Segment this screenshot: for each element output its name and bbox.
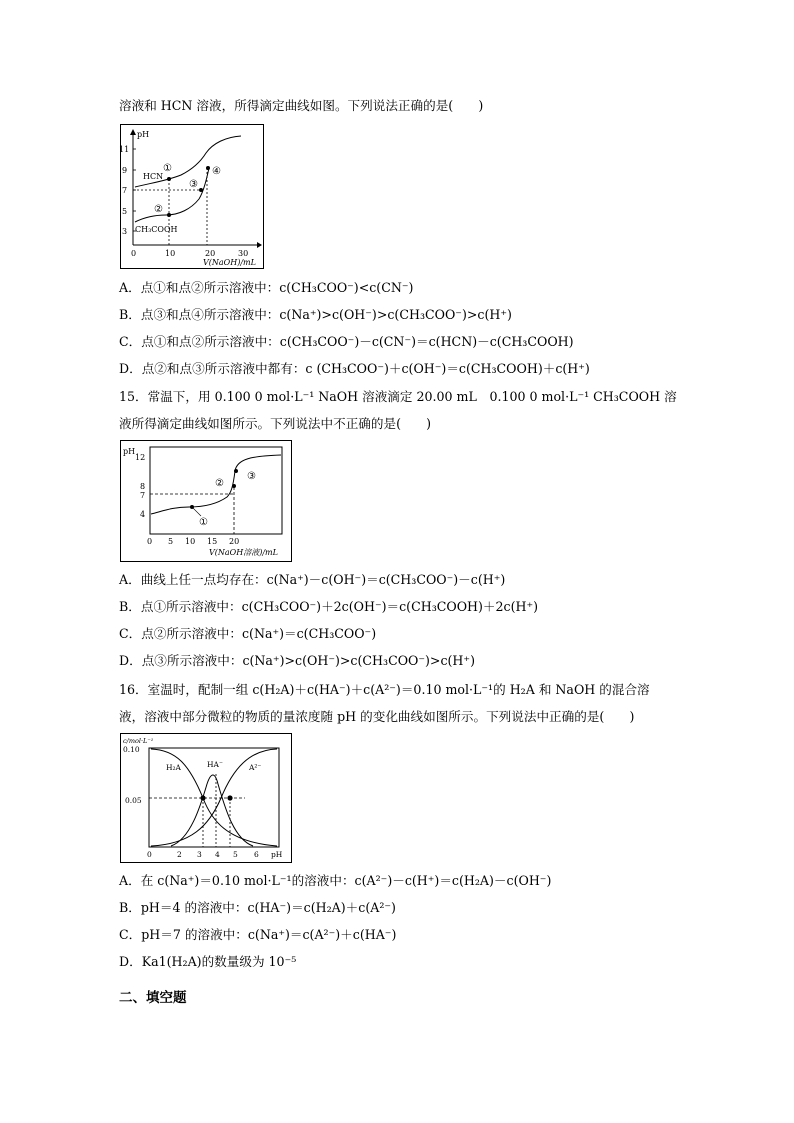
ha-curve bbox=[171, 775, 253, 846]
y-tick: 0.05 bbox=[125, 796, 142, 805]
y-tick: 7 bbox=[122, 186, 128, 195]
point-3 bbox=[234, 469, 238, 473]
point-label-1: ① bbox=[163, 163, 172, 174]
q15-option-b: B．点①所示溶液中：c(CH₃COO⁻)＋2c(OH⁻)＝c(CH₃COOH)＋2c(H⁺) bbox=[119, 599, 539, 614]
q14-figure bbox=[120, 124, 264, 269]
q14-option-c: C．点①和点②所示溶液中：c(CH₃COO⁻)－c(CN⁻)＝c(HCN)－c(CH₃COOH) bbox=[119, 334, 574, 349]
x-tick: 2 bbox=[177, 850, 182, 859]
q15-figure bbox=[120, 440, 292, 562]
q16-option-d: D．Ka1(H₂A)的数量级为 10⁻⁵ bbox=[119, 954, 297, 969]
q16-option-c: C．pH＝7 的溶液中：c(Na⁺)＝c(A²⁻)＋c(HA⁻) bbox=[119, 927, 397, 942]
x-tick: 5 bbox=[233, 850, 238, 859]
q16-distribution-chart bbox=[121, 734, 291, 862]
crossing-point-2 bbox=[227, 795, 232, 800]
x-tick: 10 bbox=[185, 537, 196, 546]
point-4 bbox=[206, 166, 210, 170]
q16-figure bbox=[120, 733, 292, 863]
y-tick: 12 bbox=[135, 453, 146, 462]
x-tick: 0 bbox=[147, 850, 152, 859]
section-heading: 二、填空题 bbox=[119, 990, 187, 1006]
y-tick: 3 bbox=[122, 227, 128, 236]
y-tick: 11 bbox=[119, 145, 130, 154]
q14-titration-chart bbox=[121, 125, 263, 268]
y-tick: 4 bbox=[140, 510, 146, 519]
y-axis-label: c/mol·L⁻¹ bbox=[123, 737, 154, 745]
q15-stem-line2: 液所得滴定曲线如图所示。下列说法中不正确的是( ) bbox=[119, 416, 432, 431]
x-tick: 3 bbox=[197, 850, 202, 859]
x-tick: 0 bbox=[147, 537, 153, 546]
q14-option-d: D．点②和点③所示溶液中都有：c (CH₃COO⁻)＋c(OH⁻)＝c(CH₃COOH)＋c(H⁺) bbox=[119, 361, 590, 376]
point-label-3: ③ bbox=[189, 179, 198, 190]
point-label-4: ④ bbox=[212, 166, 221, 177]
q16-stem-line2: 液，溶液中部分微粒的物质的量浓度随 pH 的变化曲线如图所示。下列说法中正确的是( ) bbox=[119, 709, 635, 724]
y-tick: 7 bbox=[140, 491, 146, 500]
x-tick: 15 bbox=[207, 537, 218, 546]
x-axis-label: V(NaOH)/mL bbox=[203, 258, 256, 267]
q15-option-a: A．曲线上任一点均存在：c(Na⁺)－c(OH⁻)＝c(CH₃COO⁻)－c(H⁺) bbox=[119, 572, 506, 587]
q16-stem-line1: 16．室温时，配制一组 c(H₂A)＋c(HA⁻)＋c(A²⁻)＝0.10 mol·L⁻¹的 H₂A 和 NaOH 的混合溶 bbox=[119, 682, 650, 697]
point-3 bbox=[199, 188, 203, 192]
h2a-label: H₂A bbox=[166, 763, 181, 772]
x-tick: 5 bbox=[168, 537, 174, 546]
a2-label: A²⁻ bbox=[249, 763, 262, 772]
x-axis-label: V(NaOH溶液)/mL bbox=[209, 548, 278, 557]
point-2 bbox=[167, 213, 171, 217]
q15-titration-chart bbox=[121, 441, 291, 561]
x-tick: 30 bbox=[238, 249, 249, 258]
x-axis-arrow bbox=[257, 242, 262, 248]
plot-frame bbox=[150, 447, 282, 534]
point-label-3: ③ bbox=[247, 471, 256, 482]
y-tick: 8 bbox=[140, 482, 146, 491]
y-tick: 9 bbox=[122, 166, 128, 175]
point-label-1: ① bbox=[199, 517, 208, 528]
q15-option-d: D．点③所示溶液中：c(Na⁺)>c(OH⁻)>c(CH₃COO⁻)>c(H⁺) bbox=[119, 653, 475, 668]
y-axis-arrow bbox=[130, 129, 136, 135]
y-axis-label: pH bbox=[123, 447, 136, 456]
hcn-label: HCN bbox=[143, 172, 164, 181]
q14-option-b: B．点③和点④所示溶液中：c(Na⁺)>c(OH⁻)>c(CH₃COO⁻)>c(H⁺) bbox=[119, 307, 512, 322]
ha-label: HA⁻ bbox=[207, 760, 223, 769]
q16-option-b: B．pH＝4 的溶液中：c(HA⁻)＝c(H₂A)＋c(A²⁻) bbox=[119, 900, 396, 915]
point-label-2: ② bbox=[154, 204, 163, 215]
q16-option-a: A．在 c(Na⁺)＝0.10 mol·L⁻¹的溶液中：c(A²⁻)－c(H⁺)＝c(H₂A)－c(OH⁻) bbox=[119, 873, 552, 888]
x-tick: 6 bbox=[254, 850, 259, 859]
point-label-2: ② bbox=[215, 478, 224, 489]
q15-stem-line1: 15．常温下，用 0.100 0 mol·L⁻¹ NaOH 溶液滴定 20.00 mL 0.100 0 mol·L⁻¹ CH₃COOH 溶 bbox=[119, 389, 677, 404]
y-tick: 5 bbox=[122, 207, 128, 216]
ch3cooh-label: CH₃COOH bbox=[135, 225, 178, 234]
y-axis-label: pH bbox=[137, 130, 150, 139]
x-axis-label: pH bbox=[271, 850, 283, 859]
y-tick: 0.10 bbox=[123, 745, 140, 754]
point-2 bbox=[232, 484, 236, 488]
x-tick: 20 bbox=[229, 537, 240, 546]
x-tick: 20 bbox=[205, 249, 216, 258]
point-1 bbox=[167, 177, 171, 181]
x-tick: 10 bbox=[165, 249, 176, 258]
q14-stem: 溶液和 HCN 溶液，所得滴定曲线如图。下列说法正确的是( ) bbox=[119, 98, 484, 113]
q14-option-a: A．点①和点②所示溶液中：c(CH₃COO⁻)<c(CN⁻) bbox=[119, 280, 414, 295]
x-tick: 0 bbox=[131, 249, 137, 258]
crossing-point-1 bbox=[200, 795, 205, 800]
x-tick: 4 bbox=[215, 850, 220, 859]
q15-option-c: C．点②所示溶液中：c(Na⁺)＝c(CH₃COO⁻) bbox=[119, 626, 377, 641]
